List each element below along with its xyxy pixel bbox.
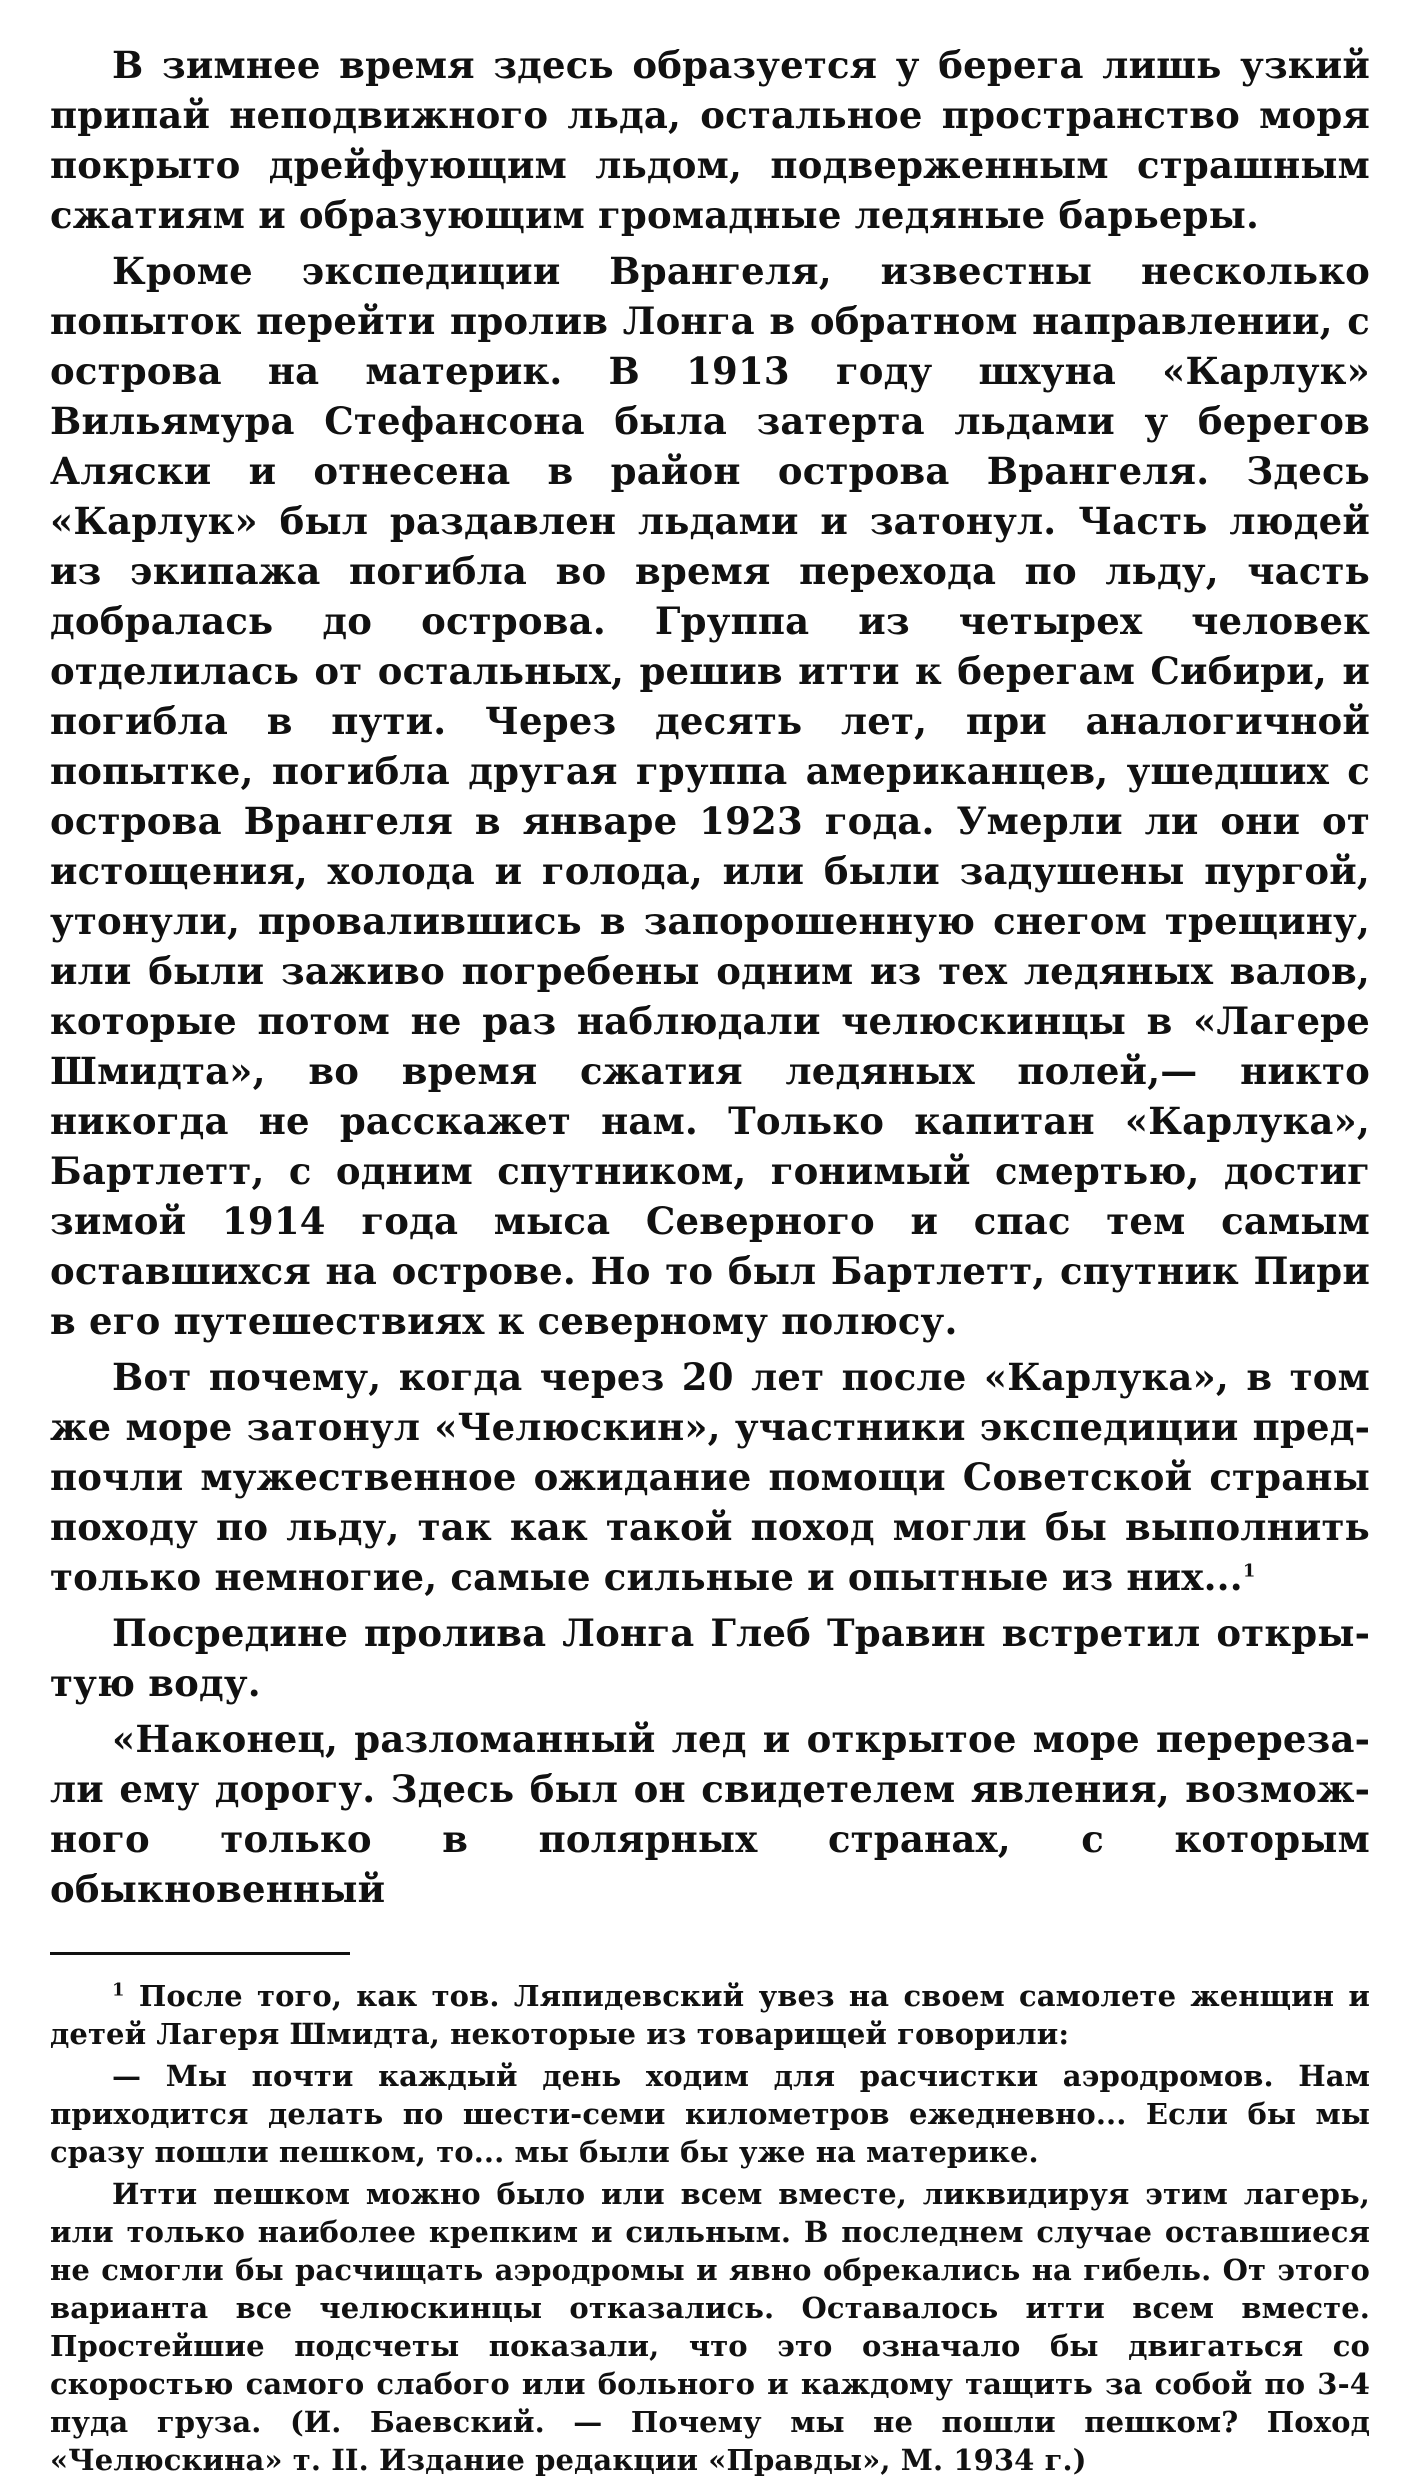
paragraph-karluk-expedition: Кроме экспедиции Врангеля, известны несколько попыток перейти пролив Лонга в обратном направлении, с острова на материк. В 1913 году шхуна «Карлук» Вильямура Стефансона была затерта льдами у берегов Аляски и отнесена в район острова Врангеля. Здесь «Карлук» был раздавлен льдами и затонул. Часть людей из экипажа погибла во время перехода по льду, часть добралась до острова. Группа из четырех человек отделилась от остальных, решив итти к берегам Сибири, и погибла в пути. Через десять лет, при аналогичной попытке, погибла другая группа американцев, ушедших с острова Врангеля в январе 1923 года. Умерли ли они от истощения, холода и голода, или были задушены пургой, утонули, провалившись в запорошенную снегом трещину, или были заживо погребены одним из тех ледяных валов, которые потом не раз наблюдали челюскинцы в «Лагере Шмидта», во время сжатия ледяных полей,— никто никогда не расскажет нам. Только капитан «Карлука», Бартлетт, с одним спутником, гонимый смертью, достиг зимой 1914 года мыса Северного и спас тем самым оставшихся на острове. Но то был Бартлетт, спутник Пири в его путешествиях к северному полюсу. <box>50 249 1370 1343</box>
paragraph-quote: «Наконец, разломанный лед и открытое море перерезали ему дорогу. Здесь был он свидетелем явления, возможного только в полярных странах, с которым обыкновенный <box>50 1717 1370 1911</box>
footnote-text: После того, как тов. Ляпидевский увез на своем самолете женщин и детей Лагеря Шмидта, некоторые из товарищей говорили: <box>50 1979 1370 2051</box>
paragraph-chelyuskin-text: Вот почему, когда через 20 лет после «Карлука», в том же море затонул «Челюскин», участники экспедиции предпочли мужественное ожидание помощи Советской страны походу по льду, так как такой поход могли бы выполнить только немногие, самые сильные и опытные из них... <box>50 1355 1370 1599</box>
footnote-paragraph: Итти пешком можно было или всем вместе, ликвидируя этим лагерь, или только наиболее крепким и сильным. В последнем случае оставшиеся не смогли бы расчищать аэродромы и явно обрекались на гибель. От этого варианта все челюскинцы отказались. Оставалось итти всем вместе. Простейшие подсчеты показали, что это означало бы двигаться со скоростью самого слабого или больного и каждому тащить за собой по 3-4 пуда груза. (И. Баевский. — Почему мы не пошли пешком? Поход «Челюскина» т. II. Издание редакции «Правды», М. 1934 г.) <box>50 2177 1370 2477</box>
footnote-paragraph <box>50 1977 1370 2053</box>
footnote-divider <box>50 1952 350 1955</box>
footnotes <box>50 1977 1370 2479</box>
paragraph-winter-ice: В зимнее время здесь образуется у берега лишь узкий припай неподвижного льда, остальное пространство моря покрыто дрейфующим льдом, подверженным страшным сжатиям и образующим громадные ледяные барьеры. <box>50 43 1370 237</box>
footnote-paragraph: — Мы почти каждый день ходим для расчистки аэродромов. Нам приходится делать по шести-семи километров ежедневно... Если бы мы сразу пошли пешком, то... мы были бы уже на материке. <box>50 2059 1370 2169</box>
footnote-marker: 1 <box>112 1979 125 2001</box>
main-text <box>50 40 1370 1914</box>
footnote-reference: 1 <box>1242 1560 1256 1582</box>
paragraph-chelyuskin <box>50 1352 1370 1602</box>
paragraph-travin-open-water: Посредине пролива Лонга Глеб Травин встретил открытую воду. <box>50 1611 1370 1705</box>
book-page <box>50 40 1370 2477</box>
